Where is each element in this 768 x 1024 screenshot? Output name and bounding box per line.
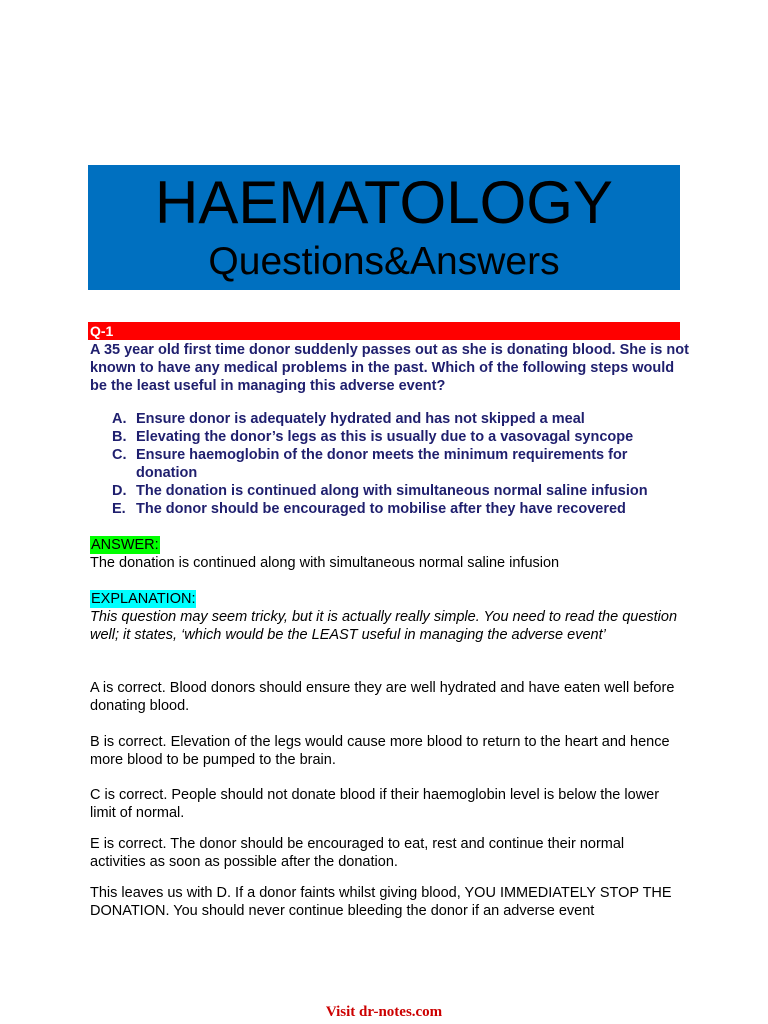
option-c [112,446,682,482]
footer-link[interactable]: Visit dr-notes.com [325,1004,443,1020]
question-number-bar: Q-1 [88,322,680,340]
explanation-paragraph: E is correct. The donor should be encouraged to eat, rest and continue their normal activities as soon as possible after the donation. [90,836,625,870]
explanation-intro: This question may seem tricky, but it is actually really simple. You need to read the question well; it states, ‘which would be the LEAST useful in managing the adverse event’ [90,609,678,643]
answer-options-list [112,410,682,518]
option-letter: E. [112,501,126,517]
explanation-paragraph: B is correct. Elevation of the legs would cause more blood to return to the heart and hence more blood to be pumped to the brain. [90,734,670,768]
question-text: A 35 year old first time donor suddenly passes out as she is donating blood. She is not known to have any medical problems in the past. Which of the following steps would be the least useful in managing this adverse event? [90,342,689,394]
option-text: The donation is continued along with simultaneous normal saline infusion [136,483,648,499]
option-b [112,428,682,446]
explanation-label: EXPLANATION: [91,591,196,607]
title-banner [88,165,680,290]
option-letter: C. [112,447,127,463]
option-text: Ensure haemoglobin of the donor meets the minimum requirements for donation [136,447,628,481]
explanation-paragraph: C is correct. People should not donate blood if their haemoglobin level is below the lower limit of normal. [90,787,660,821]
option-letter: A. [112,411,127,427]
option-a [112,410,682,428]
answer-label: ANSWER: [91,537,159,553]
option-text: Ensure donor is adequately hydrated and has not skipped a meal [136,411,585,427]
page-subtitle: Questions&Answers [208,240,560,283]
explanation-paragraph: This leaves us with D. If a donor faints whilst giving blood, YOU IMMEDIATELY STOP THE DONATION. You should never continue bleeding the donor if an adverse event [90,885,672,919]
option-letter: B. [112,429,127,445]
option-text: Elevating the donor’s legs as this is usually due to a vasovagal syncope [136,429,634,445]
page-title: HAEMATOLOGY [155,169,613,236]
answer-text: The donation is continued along with simultaneous normal saline infusion [90,555,560,571]
option-text: The donor should be encouraged to mobilise after they have recovered [136,501,626,517]
explanation-paragraph: A is correct. Blood donors should ensure they are well hydrated and have eaten well before donating blood. [90,680,675,714]
option-letter: D. [112,483,127,499]
option-e [112,500,682,518]
option-d [112,482,682,500]
